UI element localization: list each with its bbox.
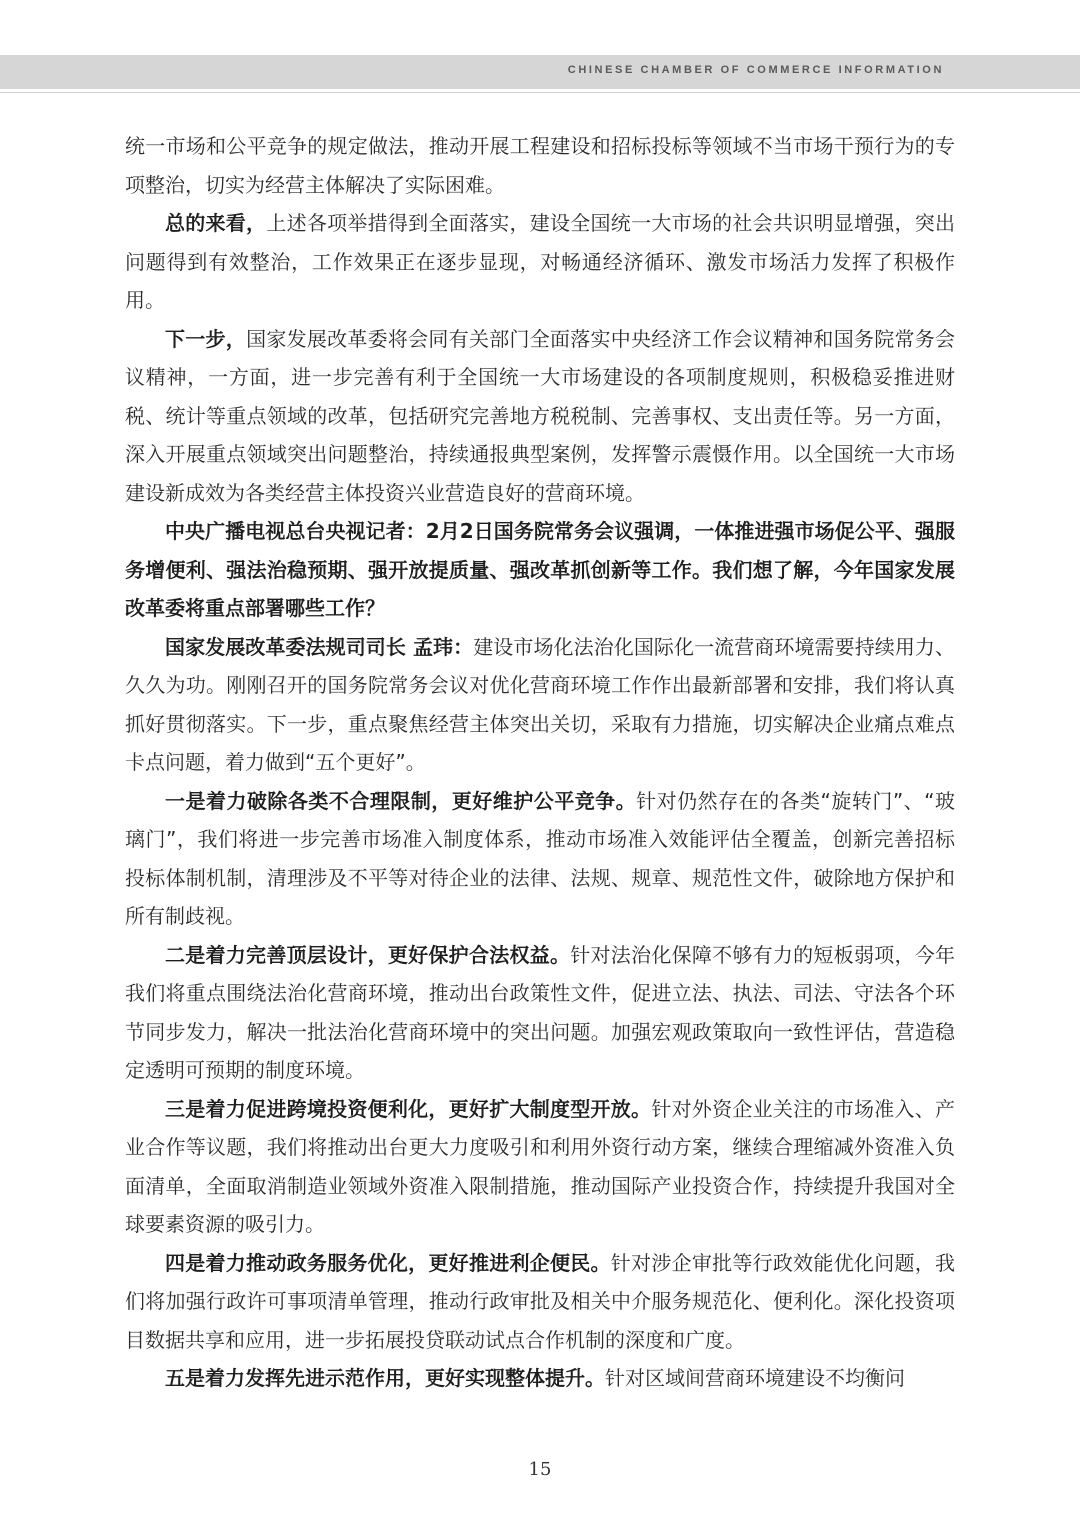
article-body [125, 127, 955, 1398]
official-answer [125, 628, 955, 782]
point-text: 针对外资企业关注的市场准入、产业合作等议题，我们将推动出台更大力度吸引和利用外资行动方案，继续合理缩减外资准入负面清单，全面取消制造业领域外资准入限制措施，推动国际产业投资合作，持续提升我国对全球要素资源的吸引力。 [125, 1096, 956, 1236]
paragraph-text: 上述各项举措得到全面落实，建设全国统一大市场的社会共识明显增强，突出问题得到有效整治，工作效果正在逐步显现，对畅通经济循环、激发市场活力发挥了积极作用。 [125, 211, 956, 312]
point-heading: 三是着力促进跨境投资便利化，更好扩大制度型开放。 [165, 1096, 652, 1121]
paragraph-summary [125, 204, 955, 320]
point-heading: 二是着力完善顶层设计，更好保护合法权益。 [165, 942, 571, 967]
point-text: 针对仍然存在的各类“旋转门”、“玻璃门”，我们将进一步完善市场准入制度体系，推动市场准入效能评估全覆盖，创新完善招标投标体制机制，清理涉及不平等对待企业的法律、法规、规章、规范性文件，破除地方保护和所有制歧视。 [125, 788, 955, 928]
point-heading: 四是着力推动政务服务优化，更好推进利企便民。 [165, 1250, 611, 1275]
point-heading: 一是着力破除各类不合理限制，更好维护公平竞争。 [165, 788, 637, 813]
point-one [125, 782, 955, 936]
paragraph-text: 建设市场化法治化国际化一流营商环境需要持续用力、久久为功。刚刚召开的国务院常务会议对优化营商环境工作作出最新部署和安排，我们将认真抓好贯彻落实。下一步，重点聚焦经营主体突出关切，采取有力措施，切实解决企业痛点难点卡点问题，着力做到“五个更好”。 [125, 634, 956, 774]
paragraph-next-step [125, 320, 955, 513]
paragraph-text: 国家发展改革委将会同有关部门全面落实中央经济工作会议精神和国务院常务会议精神，一方面，进一步完善有利于全国统一大市场建设的各项制度规则，积极稳妥推进财税、统计等重点领域的改革，包括研究完善地方税税制、完善事权、支出责任等。另一方面，深入开展重点领域突出问题整治，持续通报典型案例，发挥警示震慑作用。以全国统一大市场建设新成效为各类经营主体投资兴业营造良好的营商环境。 [125, 326, 956, 505]
point-five [125, 1359, 955, 1398]
reporter-question: 中央广播电视总台央视记者：2月2日国务院常务会议强调，一体推进强市场促公平、强服务增便利、强法治稳预期、强开放提质量、强改革抓创新等工作。我们想了解，今年国家发展改革委将重点部署哪些工作？ [125, 519, 955, 620]
paragraph-lead: 下一步， [165, 326, 247, 351]
point-text: 针对涉企审批等行政效能优化问题，我们将加强行政许可事项清单管理，推动行政审批及相关中介服务规范化、便利化。深化投资项目数据共享和应用，进一步拓展投贷联动试点合作机制的深度和广度。 [125, 1250, 956, 1352]
point-text: 针对法治化保障不够有力的短板弱项，今年我们将重点围绕法治化营商环境，推动出台政策性文件，促进立法、执法、司法、守法各个环节同步发力，解决一批法治化营商环境中的突出问题。加强宏观政策取向一致性评估，营造稳定透明可预期的制度环境。 [125, 942, 956, 1082]
header-rule [0, 92, 1080, 93]
point-three [125, 1090, 955, 1244]
point-heading: 五是着力发挥先进示范作用，更好实现整体提升。 [165, 1366, 605, 1390]
paragraph-continuation: 统一市场和公平竞争的规定做法，推动开展工程建设和招标投标等领域不当市场干预行为的专项整治，切实为经营主体解决了实际困难。 [125, 134, 955, 197]
publication-title: CHINESE CHAMBER OF COMMERCE INFORMATION [567, 64, 944, 76]
paragraph-lead: 总的来看， [165, 211, 267, 235]
point-two [125, 936, 955, 1090]
speaker-name: 国家发展改革委法规司司长 孟玮： [165, 634, 474, 659]
point-text: 针对区域间营商环境建设不均衡问 [605, 1366, 905, 1390]
point-four [125, 1244, 955, 1360]
page-number: 15 [528, 1459, 552, 1480]
